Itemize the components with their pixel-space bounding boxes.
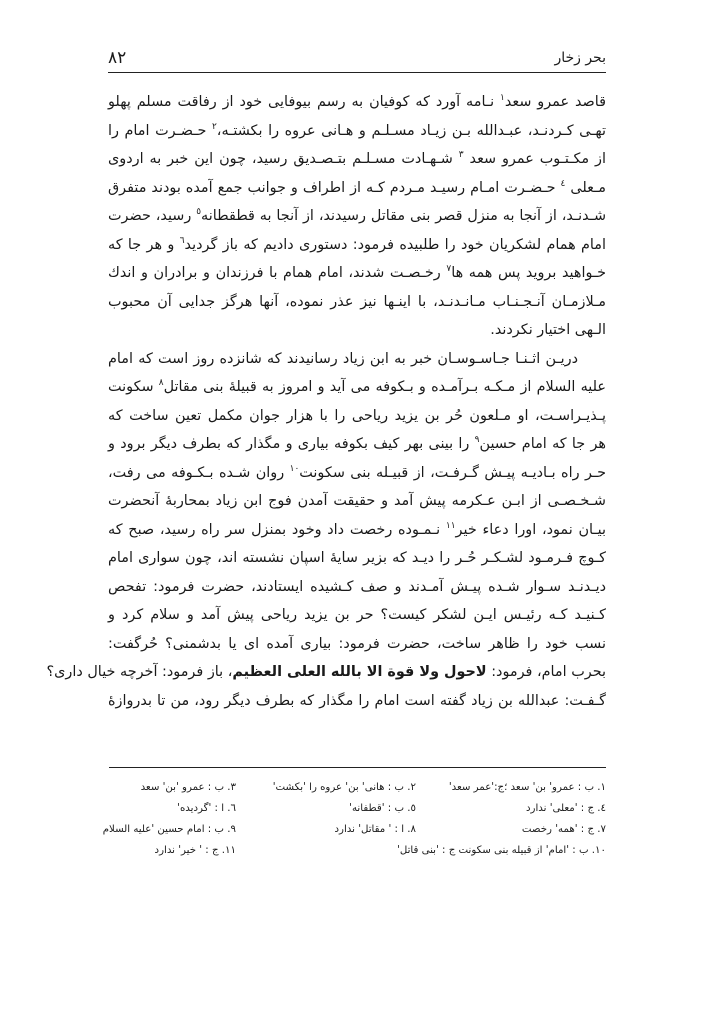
paragraph-start-line: دریـن اثـنـا جـاسـوسـان خبر به ابن زیاد رسانیدند که شانزده روز است که امام — [108, 350, 578, 367]
text-line: مـلازمـان آنـجـنـاب مـانـدنـد، با اینـها نیز عذر نموده، آنها هرگز جدایی آن محبوب — [108, 293, 606, 310]
footnote-row — [108, 840, 606, 861]
text-line: شـخـصـی از ابـن عـکرمه پیش آمد و حقیقت آمدن فوج ابن زیاد بمحاربهٔ آنحضرت — [108, 493, 606, 509]
paragraph-end-line: الـهی اختیار نکردند. — [490, 322, 606, 338]
page-number: ۸۲ — [108, 48, 127, 68]
footnote: ۱۱. ج : ' خیر' ندارد — [154, 845, 236, 856]
bold-phrase: لاحول ولا قوة الا بالله العلی العظیم — [232, 664, 487, 680]
text-line: قاصد عمرو سعد$^۱$ نـامه آورد که کوفیان به رسم بیوفایی خود از رفاقت مسلم پهلو — [108, 93, 606, 110]
footnote: ۷. ج : 'همه' رخصت — [521, 824, 606, 835]
text-line: کـوچ فـرمـود لشـکـر حُـر را دیـد که بزیر سایهٔ اسپان نشسته اند، چون سواری امام — [108, 550, 606, 566]
text-line: شـدنـد، از آنجا به منزل قصر بنی مقاتل رسیدند، از آنجا به قطقطانه$^٥$ رسید، حضرت — [108, 207, 606, 224]
footnote-ref: ۲ — [211, 121, 217, 132]
text-line: بحرب امام، فرمود: لاحول ولا قوة الا بالله العلی العظیم، باز فرمود: آخرچه خیال داری؟ — [46, 664, 606, 680]
footnote-ref: ۱۰ — [289, 463, 300, 474]
footnote-ref: ۱ — [499, 93, 505, 104]
text-line: تهـی کـردنـد، عبـدالله بـن زیـاد مسـلـم و هـانی عروه را بکشتـه،$^۲$ حـضـرت امام را — [108, 121, 606, 139]
footnote: ۸. ا : ' مقاتل' ندارد — [334, 824, 416, 835]
text-line: خـواهید بروید پس همه ها$^۷$ رخـصـت شدند، امام همام با فرزندان و برادران و اندك — [108, 264, 607, 281]
footnote: ۲. ب : هانی' بن' عروه را 'بکشت' — [272, 782, 416, 793]
footnotes — [102, 777, 606, 861]
text-line: حـر راه بـادیـه پیـش گـرفـت، از قبیـله بنی سکونت$^{۱۰}$ روان شـده بـکـوفه می رفت، — [108, 463, 606, 481]
footnote: ۱۰. ب : 'امام' از قبیله بنی سکونت ج : 'بنی قاتل' — [397, 845, 606, 856]
footnote-ref: ۱۱ — [445, 520, 456, 531]
body-text — [46, 88, 607, 715]
text-line: گـفـت: عبدالله بن زیاد گفته است امام را مگذار که بطرف دیگر رود، من تا بدروازهٔ — [108, 692, 606, 709]
footnote-divider — [109, 767, 606, 768]
text-line: علیه السلام از مـکـه بـرآمـده و بـکوفه می آید و امروز به قبیلهٔ بنی مقاتل$^۸$ سکونت — [108, 378, 606, 395]
footnote-ref: ۸ — [158, 378, 164, 389]
text-line: هر جا که امام حسین$^۹$ را بینی بهر کیف بکوفه بیاری و مگذار که بطرف دیگر برود و — [108, 435, 606, 452]
footnote-ref: ٦ — [179, 235, 185, 246]
text-line: امام همام لشکریان خود را طلبیده فرمود: دستوری دادیم که باز گردید$^٦$ و هر جا که — [108, 235, 606, 253]
text-line: پـذیـراسـت، او مـلعون حُر بن یزید ریاحی را با هزار جوان مکمل تعین ساخت که — [108, 407, 606, 424]
footnote-ref: ۷ — [446, 264, 452, 275]
footnote: ۳. ب : عمرو 'بن' سعد — [140, 782, 236, 793]
running-title: بحر زخار — [554, 50, 606, 66]
footnote: ٤. ج : 'معلی' ندارد — [526, 803, 606, 814]
text-line: دیـدنـد سـوار شـده پیـش آمـدند و صف کـشیده ایستادند، حضرت فرمود: تفحص — [108, 578, 606, 595]
text-line: مـعلی $^٤$ حـضـرت امـام رسیـد مـردم کـه از اطراف و جوانب جمع آمده بودند متفرق — [108, 178, 606, 196]
text-line: نسب خود را ظاهر ساخت، حضرت فرمود: بیاری آمده ای یا بدشمنی؟ حُرگفت: — [108, 635, 606, 652]
footnote: ۹. ب : امام حسین 'علیه السلام — [102, 824, 236, 835]
footnote-ref: ۹ — [474, 435, 480, 446]
footnote: ۱. ب : عمرو' بن' سعد ؛ج:'عمر سعد' — [448, 782, 606, 793]
text-line: بیـان نمود، اورا دعاء خیر$^{۱۱}$ نـمـوده رخصت داد وخود بمنزل سر راه رسید، صبح که — [108, 520, 606, 538]
footnote-ref: ٥ — [196, 207, 202, 218]
footnote-ref: ٤ — [560, 178, 566, 189]
footnote-row — [102, 819, 606, 840]
footnote: ٦. ا : 'گردیده' — [177, 803, 236, 814]
text-line: از مکـتـوب عمرو سعد $^۳$ شـهـادت مسـلـم بتـصـدیق رسید، چون این خبر به اردوی — [108, 150, 606, 167]
page-header — [108, 44, 606, 73]
footnote: ٥. ب : 'قطفانه' — [349, 803, 416, 814]
text-line: کـنیـد کـه رئیـس ایـن لشکر کیست؟ حر بن یزید ریاحی پیش آمد و سلام کرد و — [108, 607, 606, 623]
footnote-row — [108, 777, 606, 798]
footnote-row — [108, 798, 606, 819]
footnote-ref: ۳ — [458, 150, 464, 161]
